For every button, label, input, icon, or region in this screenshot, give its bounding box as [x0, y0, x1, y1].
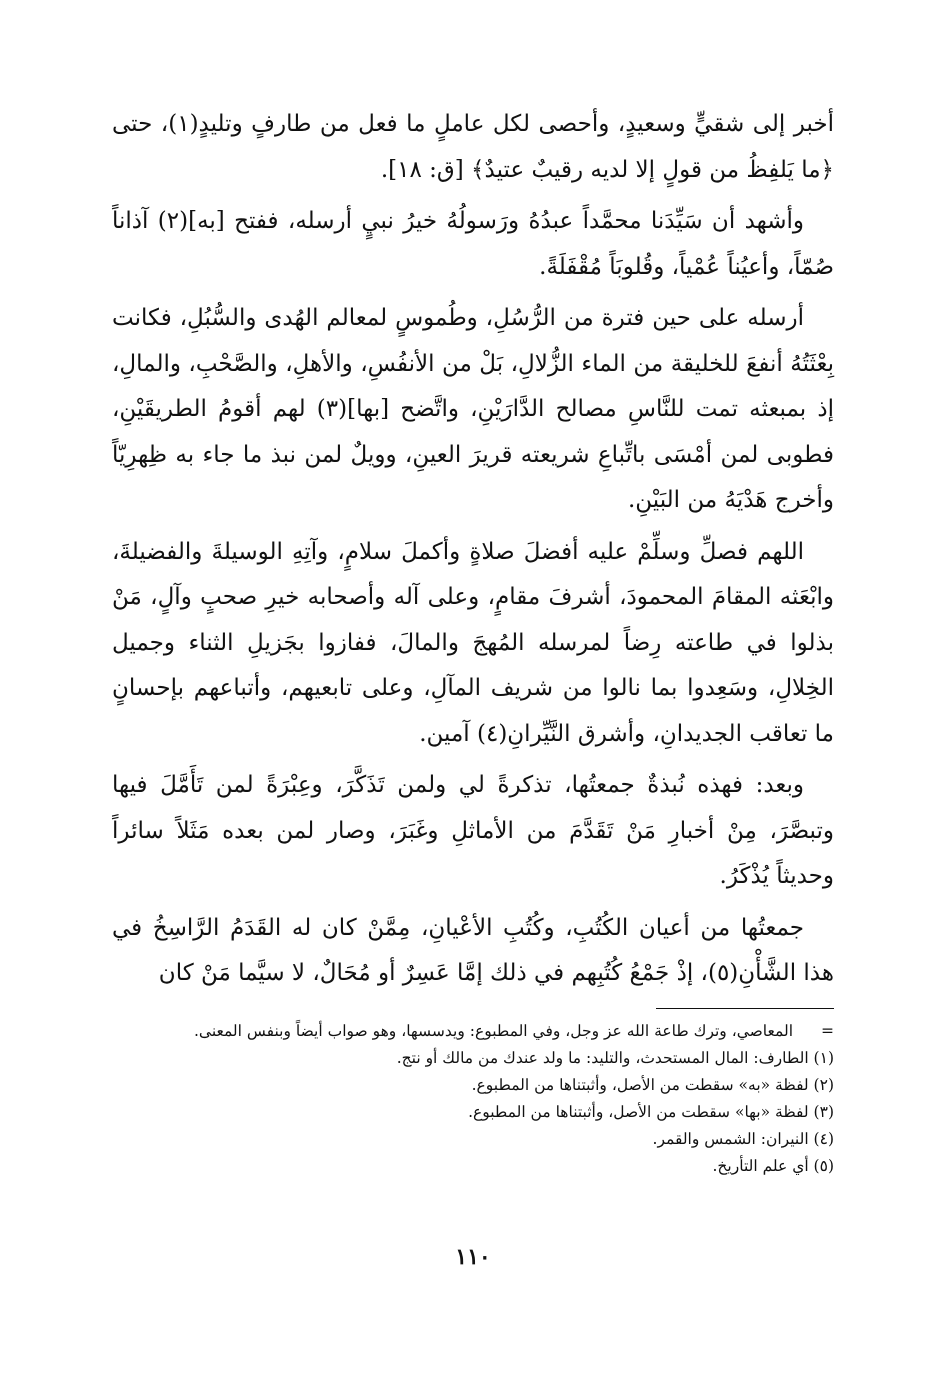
- paragraph-1: أخبر إلى شقيٍّ وسعيدٍ، وأحصى لكل عاملٍ ما فعل من طارفٍ وتليدٍ(١)، حتى ﴿ما يَلفِظُ من قولٍ إلا لديه رقيبٌ عتيدٌ﴾ [ق: ١٨].: [112, 111, 834, 183]
- paragraph-6: جمعتُها من أعيان الكُتُبِ، وكُتُبِ الأعْيانِ، مِمَّنْ كان له القَدَمُ الرَّاسِخُ في هذا الشَّأْنِ(٥)، إذْ جَمْعُ كُتُبِهم في ذلك إمَّا عَسِرٌ أو مُحَالٌ، لا سيَّما مَنْ كان: [112, 914, 834, 986]
- continuation-marker: =: [821, 1022, 834, 1040]
- paragraph-2: وأشهد أن سَيِّدَنا محمَّداً عبدُهُ ورَسولُهُ خيرُ نبيٍ أرسله، ففتح [به](٢) آذاناً صُمّاً، وأعيُناً عُمْياً، وقُلوبَاً مُقْفَلَةً.: [112, 208, 834, 280]
- main-text-body: [112, 102, 834, 1003]
- continuation-text: المعاصي، وترك طاعة الله عز وجل، وفي المطبوع: ويدسسها، وهو صواب أيضاً وبنفس المعنى.: [193, 1022, 793, 1040]
- paragraph-5: وبعد: فهذه نُبذةٌ جمعتُها، تذكرةً لي ولمن تَذَكَّرَ، وعِبْرَةً لمن تَأَمَّلَ فيها وتبصَّرَ، مِنْ أخبارِ مَنْ تَقَدَّمَ من الأماثلِ وغَبَرَ، وصار لمن بعده مَثَلاً سائراً وحديثاً يُذْكَرُ.: [112, 772, 834, 889]
- footnote-4: (٤) النيران: الشمس والقمر.: [652, 1130, 834, 1148]
- footnote-1: (١) الطارف: المال المستحدث، والتليد: ما ولد عندك من مالك أو نتج.: [396, 1049, 834, 1067]
- footnote-divider: [656, 1008, 834, 1009]
- footnote-3: (٣) لفظة «بها» سقطت من الأصل، وأثبتناها من المطبوع.: [468, 1103, 834, 1121]
- paragraph-4: اللهم فصلِّ وسلِّمْ عليه أفضلَ صلاةٍ وأكملَ سلامٍ، وآتِهِ الوسيلةَ والفضيلةَ، وابْعَثه المقامَ المحمودَ، أشرفَ مقامٍ، وعلى آله وأصحابه خيرِ صحبٍ وآلٍ، مَنْ بذلوا في طاعته رِضاً لمرسله المُهجَ والمالَ، ففازوا بجَزيلِ الثناء وجميل الخِلالِ، وسَعِدوا بما نالوا من شريف المآلِ، وعلى تابعيهم، وأتباعهم بإحسانٍ ما تعاقب الجديدانِ، وأشرق النَّيِّرانِ(٤) آمين.: [112, 538, 834, 747]
- footnotes-section: [112, 1018, 834, 1180]
- page-number: ١١٠: [455, 1244, 491, 1270]
- footnote-5: (٥) أي علم التأريخ.: [712, 1157, 834, 1175]
- paragraph-3: أرسله على حين فترة من الرُّسُلِ، وطُموسٍ لمعالم الهُدى والسُّبُلِ، فكانت بِعْثَتُهُ أنفعَ للخليقة من الماء الزُّلالِ، بَلْ من الأنفُسِ، والأهلِ، والصَّحْبِ، والمالِ، إذ بمبعثه تمت للنَّاسِ مصالح الدَّارَيْنِ، واتَّضح [بها](٣) لهم أقومُ الطريقَيْنِ، فطوبى لمن أمْسَى باتِّباعِ شريعته قريرَ العينِ، وويلٌ لمن نبذ ما جاء به ظِهرِيّاً وأخرج هَدْيَهُ من البَيْنِ.: [112, 305, 834, 513]
- footnote-continuation: [112, 1018, 834, 1045]
- footnote-2: (٢) لفظة «به» سقطت من الأصل، وأثبتناها من المطبوع.: [471, 1076, 834, 1094]
